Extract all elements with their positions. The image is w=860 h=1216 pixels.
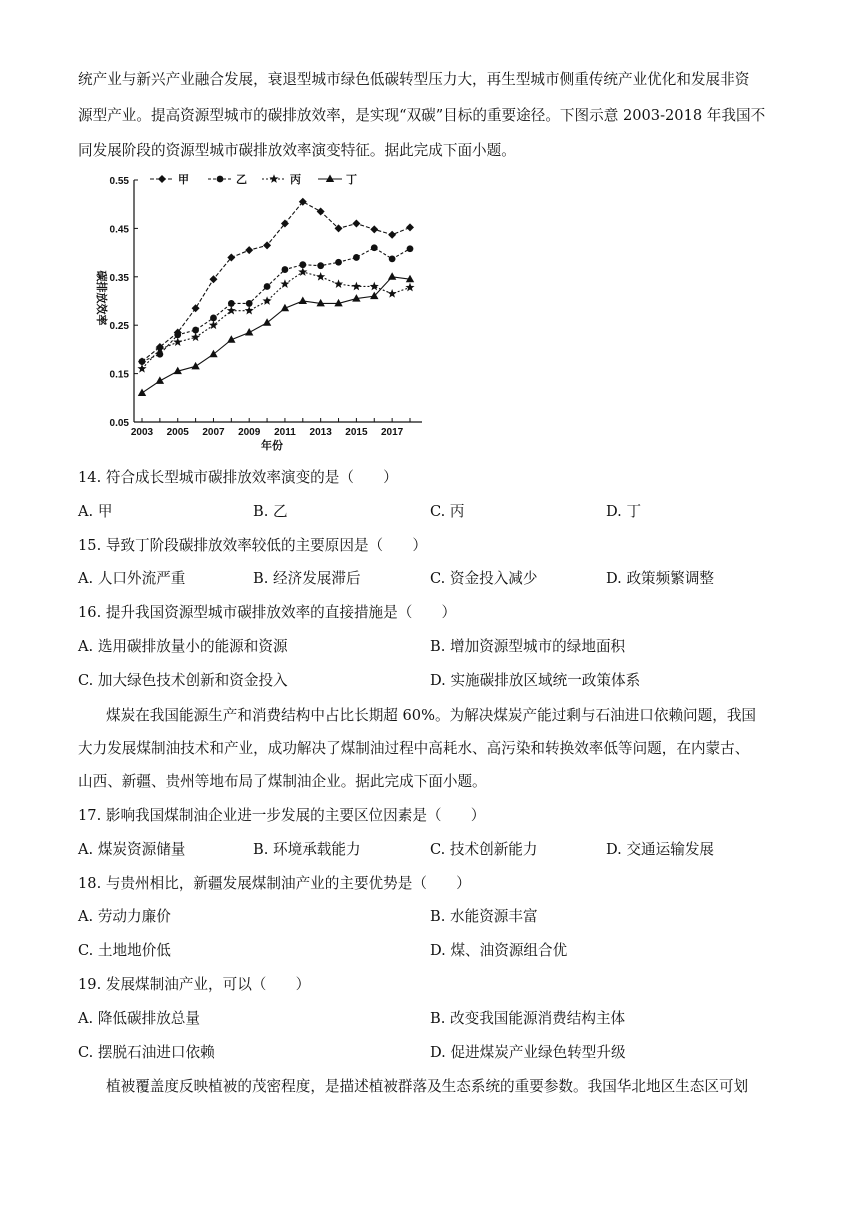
data-point-乙 <box>389 255 396 262</box>
x-tick-label: 2017 <box>381 427 404 438</box>
x-tick-label: 2003 <box>130 427 154 438</box>
q14-option-a[interactable]: A. 甲 <box>78 503 113 520</box>
data-point-乙 <box>210 315 217 322</box>
q17-option-d[interactable]: D. 交通运输发展 <box>606 841 715 858</box>
data-point-甲 <box>388 231 396 239</box>
q19-option-a[interactable]: A. 降低碳排放总量 <box>78 1010 200 1027</box>
data-point-丙 <box>280 279 289 288</box>
q18-option-c[interactable]: C. 土地地价低 <box>78 942 171 959</box>
data-point-乙 <box>282 266 289 273</box>
y-tick-label: 0.35 <box>109 272 129 284</box>
question-16-stem: 16. 提升我国资源型城市碳排放效率的直接措施是（ ） <box>78 604 457 621</box>
data-point-丁 <box>388 272 396 280</box>
data-point-丁 <box>299 297 307 305</box>
q19-option-b[interactable]: B. 改变我国能源消费结构主体 <box>430 1010 626 1027</box>
passage2-line-3: 山西、新疆、贵州等地布局了煤制油企业。据此完成下面小题。 <box>78 773 487 790</box>
question-17-stem: 17. 影响我国煤制油企业进一步发展的主要区位因素是（ ） <box>78 807 486 824</box>
data-point-乙 <box>246 300 253 307</box>
y-axis-label: 碳排放效率 <box>95 270 107 326</box>
legend-marker-乙 <box>217 176 224 183</box>
q14-option-c[interactable]: C. 丙 <box>430 503 465 520</box>
data-point-丁 <box>138 388 146 396</box>
chart-legend <box>150 172 357 186</box>
x-tick-label: 2011 <box>274 427 296 438</box>
passage2-line-1: 煤炭在我国能源生产和消费结构中占比长期超 60%。为解决煤炭产能过剩与石油进口依赖问题，我国 <box>106 707 757 724</box>
x-tick-label: 2013 <box>309 427 332 438</box>
series-line-甲 <box>142 202 410 362</box>
data-point-丁 <box>209 350 217 358</box>
q18-option-d[interactable]: D. 煤、油资源组合优 <box>430 942 568 959</box>
legend-label-丙: 丙 <box>290 174 301 186</box>
q16-option-a[interactable]: A. 选用碳排放量小的能源和资源 <box>78 638 288 655</box>
x-axis-label: 年份 <box>261 440 283 452</box>
series-乙 <box>139 244 414 365</box>
legend-marker-丁 <box>326 175 334 183</box>
data-point-丁 <box>156 376 164 384</box>
question-15-stem: 15. 导致丁阶段碳排放效率较低的主要原因是（ ） <box>78 537 427 554</box>
data-point-乙 <box>264 283 271 290</box>
data-point-丁 <box>263 318 271 326</box>
data-point-乙 <box>335 259 342 266</box>
data-point-丙 <box>334 279 343 288</box>
passage3-line-1: 植被覆盖度反映植被的茂密程度，是描述植被群落及生态系统的重要参数。我国华北地区生态区可划 <box>106 1078 749 1095</box>
x-tick-label: 2009 <box>238 427 261 438</box>
data-point-丙 <box>191 333 200 342</box>
q18-option-a[interactable]: A. 劳动力廉价 <box>78 908 171 925</box>
data-point-甲 <box>352 220 360 228</box>
data-point-丙 <box>352 282 361 291</box>
series-line-丁 <box>142 277 410 393</box>
y-tick-label: 0.55 <box>109 176 129 187</box>
series-line-丙 <box>142 272 410 369</box>
y-tick-label: 0.45 <box>109 224 129 236</box>
data-point-甲 <box>192 304 200 312</box>
q15-option-b[interactable]: B. 经济发展滞后 <box>253 570 361 587</box>
legend-label-丁: 丁 <box>346 174 357 186</box>
q16-option-d[interactable]: D. 实施碳排放区域统一政策体系 <box>430 672 641 689</box>
legend-marker-甲 <box>158 175 166 183</box>
legend-label-甲: 甲 <box>178 174 189 186</box>
q18-option-b[interactable]: B. 水能资源丰富 <box>430 908 538 925</box>
series-line-乙 <box>142 248 410 362</box>
q19-option-c[interactable]: C. 摆脱石油进口依赖 <box>78 1044 215 1061</box>
q19-option-d[interactable]: D. 促进煤炭产业绿色转型升级 <box>430 1044 626 1061</box>
question-18-stem: 18. 与贵州相比，新疆发展煤制油产业的主要优势是（ ） <box>78 875 471 892</box>
x-tick-label: 2007 <box>202 427 225 438</box>
y-tick-label: 0.25 <box>109 321 129 333</box>
q14-option-d[interactable]: D. 丁 <box>606 503 642 520</box>
data-point-丙 <box>370 282 379 291</box>
legend-label-乙: 乙 <box>236 174 247 186</box>
data-point-丙 <box>245 306 254 315</box>
question-14-stem: 14. 符合成长型城市碳排放效率演变的是（ ） <box>78 469 398 486</box>
data-point-乙 <box>371 244 378 251</box>
q16-option-c[interactable]: C. 加大绿色技术创新和资金投入 <box>78 672 288 689</box>
y-tick-label: 0.15 <box>109 369 129 381</box>
q17-option-a[interactable]: A. 煤炭资源储量 <box>78 841 186 858</box>
carbon-efficiency-line-chart <box>86 168 436 458</box>
intro-line-1: 统产业与新兴产业融合发展，衰退型城市绿色低碳转型压力大，再生型城市侧重传统产业优化和发展非资 <box>78 71 750 88</box>
data-point-丁 <box>191 362 199 370</box>
data-point-乙 <box>317 262 324 269</box>
data-point-乙 <box>192 327 199 334</box>
data-point-丙 <box>316 272 325 281</box>
passage2-line-2: 大力发展煤制油技术和产业，成功解决了煤制油过程中高耗水、高污染和转换效率低等问题，在内蒙古、 <box>78 740 750 757</box>
intro-line-3: 同发展阶段的资源型城市碳排放效率演变特征。据此完成下面小题。 <box>78 142 516 159</box>
data-point-乙 <box>407 245 414 252</box>
question-19-stem: 19. 发展煤制油产业，可以（ ） <box>78 976 311 993</box>
data-point-丁 <box>245 328 253 336</box>
x-tick-label: 2015 <box>345 427 368 438</box>
intro-line-2: 源型产业。提高资源型城市的碳排放效率，是实现“双碳”目标的重要途径。下图示意 2003-2018 年我国不 <box>78 107 766 124</box>
data-point-丙 <box>263 296 272 305</box>
q17-option-c[interactable]: C. 技术创新能力 <box>430 841 538 858</box>
legend-marker-丙 <box>269 174 278 183</box>
y-tick-label: 0.05 <box>109 418 129 429</box>
series-甲 <box>138 198 414 366</box>
data-point-乙 <box>353 254 360 261</box>
data-point-乙 <box>228 300 235 307</box>
q17-option-b[interactable]: B. 环境承载能力 <box>253 841 361 858</box>
data-point-甲 <box>370 225 378 233</box>
q15-option-d[interactable]: D. 政策频繁调整 <box>606 570 715 587</box>
data-point-乙 <box>299 261 306 268</box>
q15-option-c[interactable]: C. 资金投入减少 <box>430 570 538 587</box>
data-point-丙 <box>405 283 414 292</box>
q14-option-b[interactable]: B. 乙 <box>253 503 288 520</box>
chart-axes <box>110 176 422 438</box>
data-point-乙 <box>139 358 146 365</box>
data-point-丙 <box>388 289 397 298</box>
series-丙 <box>137 267 414 372</box>
data-point-甲 <box>317 207 325 215</box>
chart-series <box>137 198 414 396</box>
data-point-甲 <box>245 246 253 254</box>
q16-option-b[interactable]: B. 增加资源型城市的绿地面积 <box>430 638 626 655</box>
q15-option-a[interactable]: A. 人口外流严重 <box>78 570 186 587</box>
data-point-乙 <box>174 331 181 338</box>
data-point-甲 <box>406 223 414 231</box>
x-tick-label: 2005 <box>166 427 189 438</box>
